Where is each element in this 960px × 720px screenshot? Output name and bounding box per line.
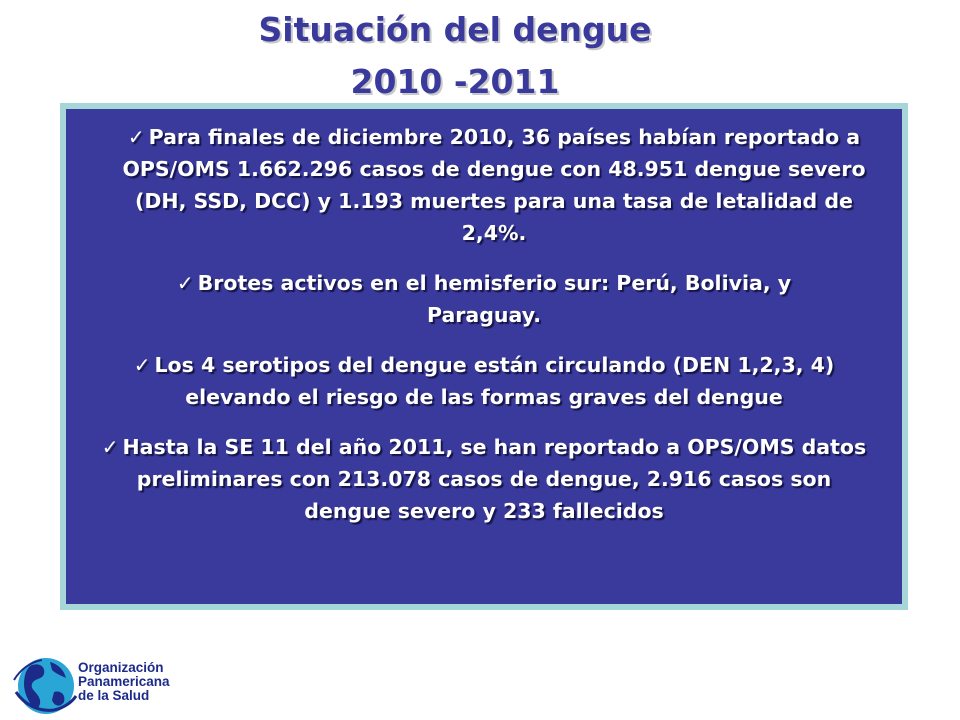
bullet-item xyxy=(80,431,888,527)
org-line1: Organización xyxy=(78,660,164,675)
content-panel-inner xyxy=(66,109,902,604)
content-panel xyxy=(60,103,908,610)
checkmark-icon: ✓ xyxy=(101,435,119,459)
checkmark-icon: ✓ xyxy=(176,271,194,295)
checkmark-icon: ✓ xyxy=(127,125,145,149)
org-line3: de la Salud xyxy=(78,688,150,703)
bullet-item xyxy=(80,121,888,249)
bullet-text: Hasta la SE 11 del año 2011, se han reportado a OPS/OMS datos preliminares con 213.078 casos de dengue, 2.916 casos son dengue severo y 233 fallecidos xyxy=(122,435,867,523)
slide-title-line1: Situación del dengue xyxy=(258,10,652,49)
checkmark-icon: ✓ xyxy=(133,353,151,377)
bullet-text: Para finales de diciembre 2010, 36 países habían reportado a OPS/OMS 1.662.296 casos de dengue con 48.951 dengue severo (DH, SSD, DCC) y 1.193 muertes para una tasa de letalidad de 2,4%. xyxy=(122,125,866,245)
paho-logo xyxy=(10,652,210,718)
slide-title-line2: 2010 -2011 xyxy=(350,62,560,101)
bullet-item xyxy=(80,267,888,331)
organization-name xyxy=(78,661,170,703)
bullet-item xyxy=(80,349,888,413)
bullet-text: Los 4 serotipos del dengue están circulando (DEN 1,2,3, 4) elevando el riesgo de las formas graves del dengue xyxy=(154,353,835,409)
globe-icon xyxy=(10,652,80,718)
org-line2: Panamericana xyxy=(78,674,170,689)
bullet-text: Brotes activos en el hemisferio sur: Perú, Bolivia, y Paraguay. xyxy=(197,271,792,327)
